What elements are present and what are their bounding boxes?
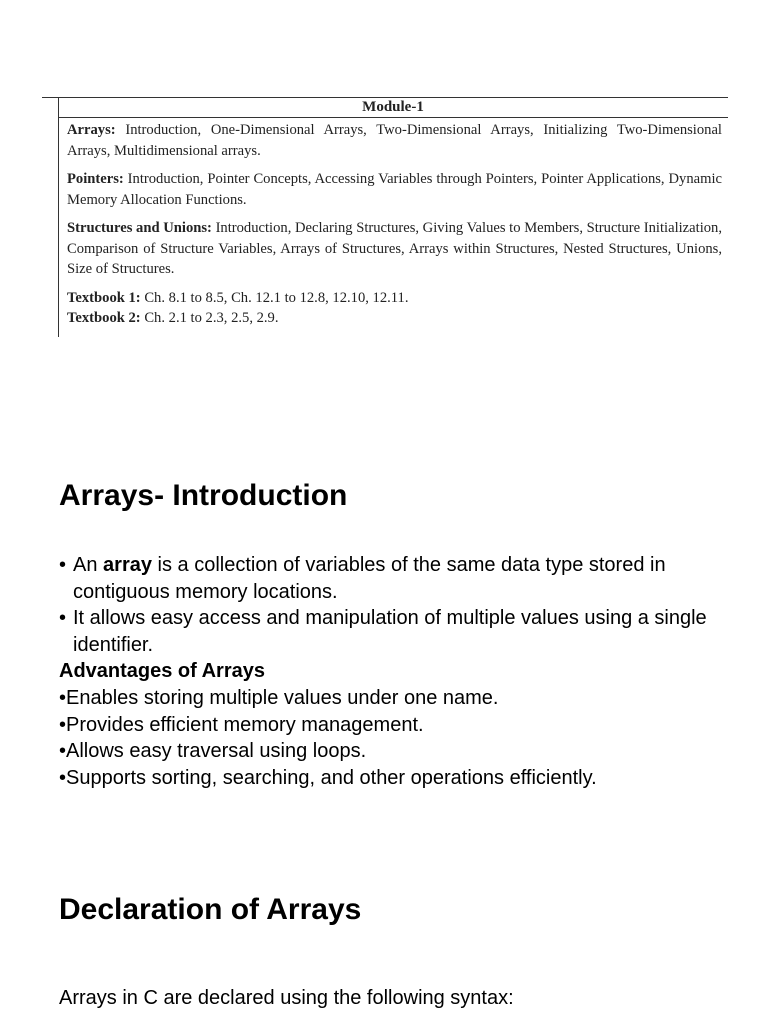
textbook1-label: Textbook 1: [67,289,141,306]
textbook1-chapters: Ch. 8.1 to 8.5, Ch. 12.1 to 12.8, 12.10, 12.11. [140,289,409,306]
textbook2-label: Textbook 2: [67,310,141,326]
syllabus-textbook-2 [67,308,722,329]
bullet-marker: • [59,607,67,630]
table-top-border [42,97,728,98]
bullet-item [59,552,739,605]
syllabus-table [42,97,728,337]
syllabus-arrays [67,120,722,161]
syllabus-textbook-1 [67,288,722,309]
bullet1-suffix: is a collection of variables of the same data type stored in contiguous memory locations. [73,554,666,603]
syllabus-pointers [67,169,722,210]
arrays-label: Arrays: [67,122,116,138]
structures-label: Structures and Unions: [67,220,212,236]
bullet-marker: • [59,554,67,576]
bullet1-keyword: array [103,554,152,576]
advantage-item: •Supports sorting, searching, and other operations efficiently. [59,766,597,789]
intro-section [59,552,739,791]
advantage-item: •Allows easy traversal using loops. [59,740,367,763]
pointers-topics: Introduction, Pointer Concepts, Accessing Variables through Pointers, Pointer Applications, Dynamic Memory Allocation Functions. [67,171,722,208]
advantage-item: •Provides efficient memory management. [59,713,424,736]
advantages-heading: Advantages of Arrays [59,660,265,683]
advantage-item: •Enables storing multiple values under one name. [59,686,499,709]
syllabus-structures [67,218,722,280]
textbook2-chapters: Ch. 2.1 to 2.3, 2.5, 2.9. [140,310,279,326]
structures-topics: Introduction, Declaring Structures, Giving Values to Members, Structure Initialization, Comparison of Structure Variables, Arrays of Structures, Arrays within Structures, Nested Structures, Unions, Size of Structures. [67,220,722,277]
bullet1-prefix: An [73,554,104,576]
bullet-item [59,605,739,658]
bullet-text [73,552,739,605]
table-left-border [58,97,59,337]
declaration-heading: Declaration of Arrays [59,893,362,926]
pointers-label: Pointers: [67,171,124,187]
table-header-border [58,117,728,118]
module-title: Module-1 [362,99,424,115]
arrays-topics: Introduction, One-Dimensional Arrays, Two-Dimensional Arrays, Initializing Two-Dimensional Arrays, Multidimensional arrays. [67,122,722,159]
bullet-text: It allows easy access and manipulation of multiple values using a single identifier. [73,607,707,656]
declaration-text: Arrays in C are declared using the following syntax: [59,987,514,1009]
intro-heading: Arrays- Introduction [59,479,348,512]
syllabus-body [67,120,722,329]
